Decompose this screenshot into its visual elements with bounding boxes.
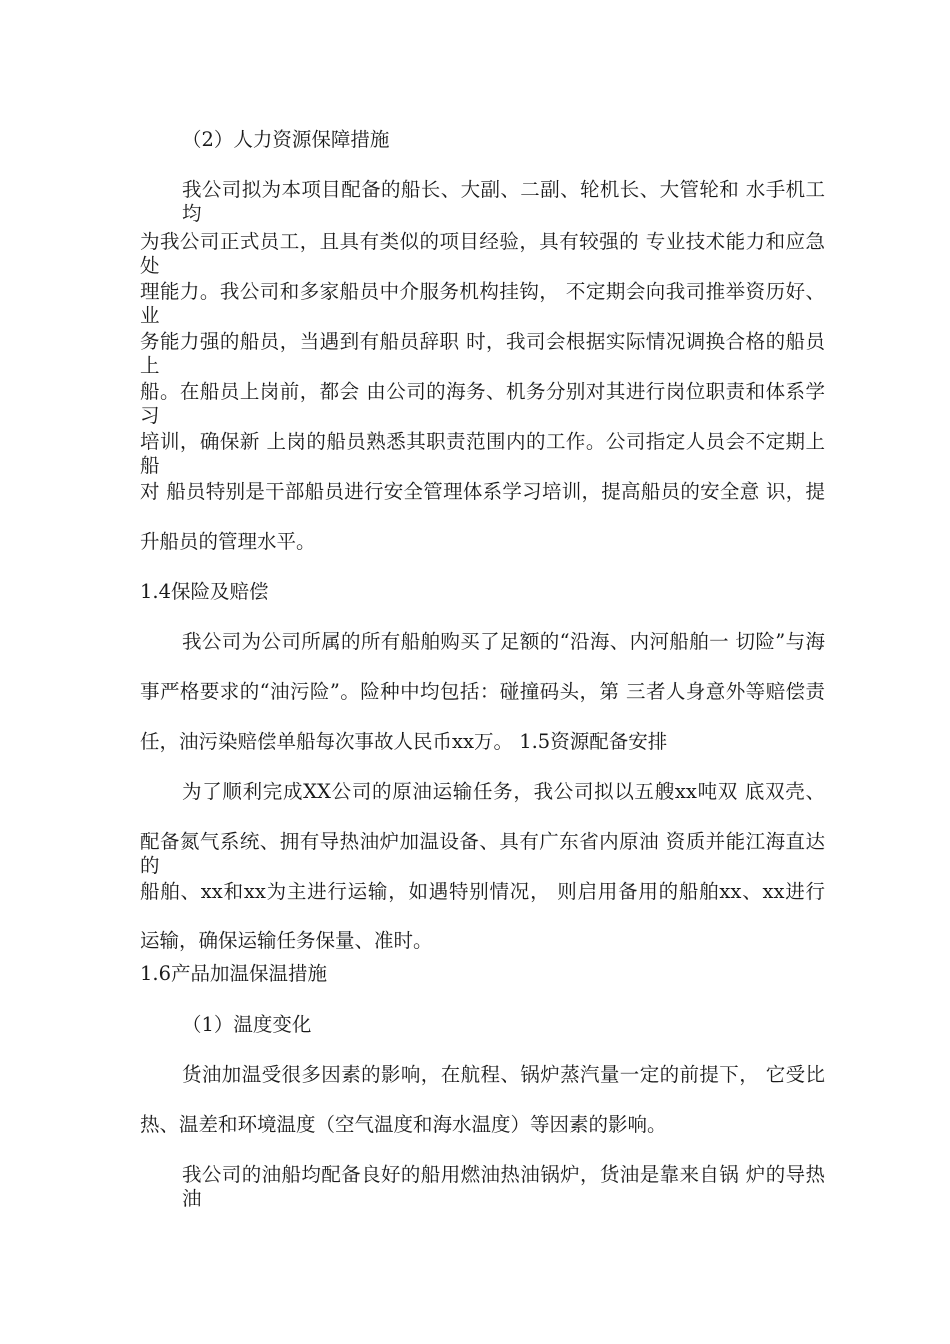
section-heading-1-4: 1.4保险及赔偿 bbox=[140, 580, 269, 603]
paragraph-line: 船舶、xx和xx为主进行运输，如遇特别情况， 则启用备用的船舶xx、xx进行 bbox=[140, 880, 825, 903]
paragraph-line: 为了顺利完成XX公司的原油运输任务，我公司拟以五艘xx吨双 底双壳、 bbox=[182, 780, 825, 803]
paragraph-line: 理能力。我公司和多家船员中介服务机构挂钩， 不定期会向我司推举资历好、业 bbox=[140, 280, 825, 327]
section-heading-1-6: 1.6产品加温保温措施 bbox=[140, 962, 328, 985]
paragraph-line: 事严格要求的“油污险”。险种中均包括：碰撞码头，第 三者人身意外等赔偿责 bbox=[140, 680, 825, 703]
paragraph-line: 我公司拟为本项目配备的船长、大副、二副、轮机长、大管轮和 水手机工均 bbox=[182, 178, 825, 225]
paragraph-line: 对 船员特别是干部船员进行安全管理体系学习培训，提高船员的安全意 识，提 bbox=[140, 480, 825, 503]
section-heading-hr: （2）人力资源保障措施 bbox=[182, 128, 390, 151]
paragraph-line: 升船员的管理水平。 bbox=[140, 530, 316, 553]
paragraph-line: 为我公司正式员工，且具有类似的项目经验，具有较强的 专业技术能力和应急处 bbox=[140, 230, 825, 277]
subsection-heading-temperature: （1）温度变化 bbox=[182, 1013, 312, 1036]
paragraph-line: 我公司的油船均配备良好的船用燃油热油锅炉，货油是靠来自锅 炉的导热油 bbox=[182, 1163, 825, 1210]
paragraph-line: 培训，确保新 上岗的船员熟悉其职责范围内的工作。公司指定人员会不定期上船 bbox=[140, 430, 825, 477]
paragraph-line: 运输，确保运输任务保量、准时。 bbox=[140, 929, 433, 952]
paragraph-line: 务能力强的船员，当遇到有船员辞职 时，我司会根据实际情况调换合格的船员上 bbox=[140, 330, 825, 377]
paragraph-line: 我公司为公司所属的所有船舶购买了足额的“沿海、内河船舶一 切险”与海 bbox=[182, 630, 825, 653]
paragraph-line: 货油加温受很多因素的影响，在航程、锅炉蒸汽量一定的前提下， 它受比 bbox=[182, 1063, 825, 1086]
paragraph-line: 热、温差和环境温度（空气温度和海水温度）等因素的影响。 bbox=[140, 1113, 667, 1136]
paragraph-line: 船。在船员上岗前，都会 由公司的海务、机务分别对其进行岗位职责和体系学习 bbox=[140, 380, 825, 427]
paragraph-line: 配备氮气系统、拥有导热油炉加温设备、具有广东省内原油 资质并能江海直达的 bbox=[140, 830, 825, 877]
paragraph-line: 任，油污染赔偿单船每次事故人民币xx万。 1.5资源配备安排 bbox=[140, 730, 668, 753]
